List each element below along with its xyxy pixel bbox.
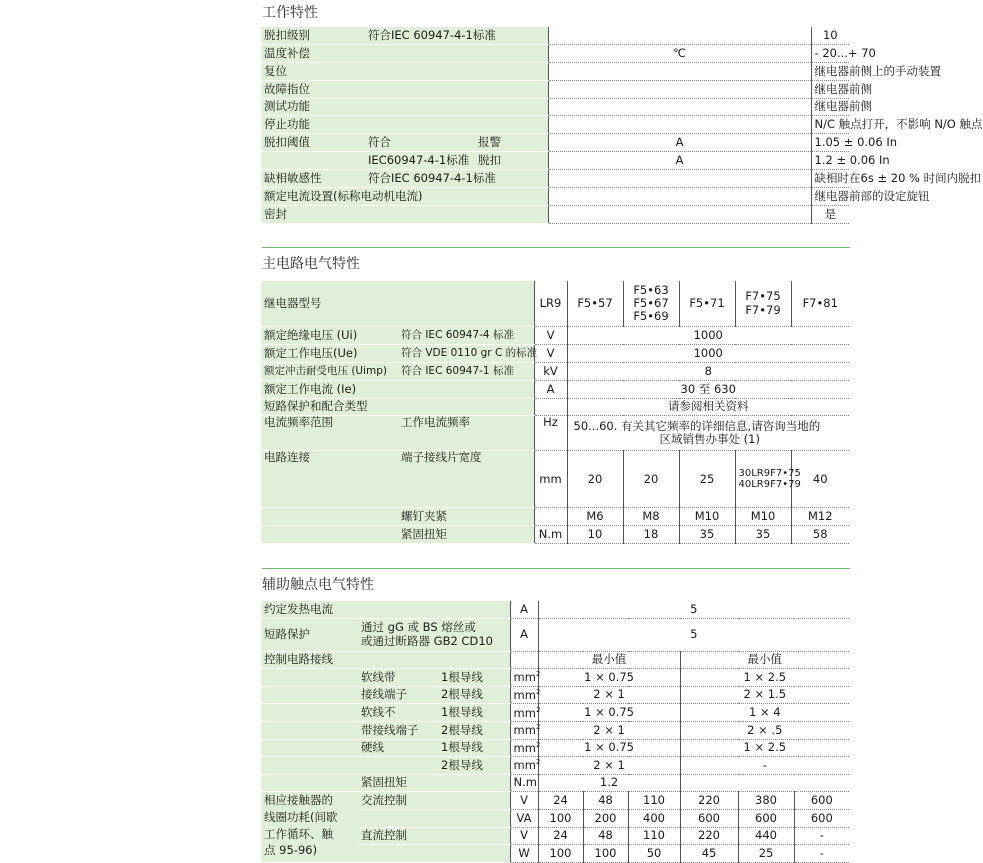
table-row: 接线端子 2根导线 $mm^2$ 2 × 1 2 × 1.5 [261, 686, 849, 704]
section-divider [262, 568, 850, 569]
table-row: 脱扣阈值 符合 报警 A 1.05 ± 0.06 In [261, 134, 849, 152]
table-row: 温度补偿 ℃ - 20...+ 70 [261, 44, 849, 62]
table-row: 密封 是 [261, 205, 849, 223]
table-row: 螺钉夹紧 M6 M8 M10 M10 M12 [261, 508, 849, 526]
table-row: 紧固扭矩 N.m 10 18 35 35 58 [261, 526, 849, 544]
table-row: 电路连接 端子接线片宽度 mm 20 20 25 30LR9F7•75 40LR9F7•79 40 [261, 451, 849, 508]
section-title-aux-contacts: 辅助触点电气特性 [262, 577, 374, 593]
table-row: IEC60947-4-1标准 脱扣 A 1.2 ± 0.06 In [261, 152, 849, 170]
table-row: 额定绝缘电压 (Ui) 符合 IEC 60947-4 标准 V 1000 [261, 327, 849, 345]
table-row: 故障指位 继电器前侧 [261, 80, 849, 98]
table-row: 测试功能 继电器前侧 [261, 98, 849, 116]
table-row: W 100 100 50 45 25 - [261, 845, 849, 863]
table-row: 停止功能 N/C 触点打开，不影响 N/O 触点 [261, 116, 849, 134]
table-row: 约定发热电流 A 5 [261, 601, 849, 618]
section-divider [262, 247, 850, 248]
table-row: 直流控制 V 24 48 110 220 440 - [261, 827, 849, 845]
table-row: 软线带 1根导线 $mm^2$ 1 × 0.75 1 × 2.5 [261, 669, 849, 687]
table-row: 短路保护和配合类型 请参阅相关资料 [261, 398, 849, 416]
table-row: 额定冲击耐受电压 (Uimp) 符合 IEC 60947-1 标准 kV 8 [261, 362, 849, 380]
table-row: 紧固扭矩 N.m 1.2 [261, 774, 849, 792]
table-row: 脱扣级别 符合IEC 60947-4-1标准 10 [261, 27, 849, 44]
section-title-operating: 工作特性 [262, 5, 318, 21]
section-title-main-circuit: 主电路电气特性 [262, 256, 360, 272]
table-row: 额定工作电流 (Ie) A 30 至 630 [261, 380, 849, 398]
table-row: 控制电路接线 最小值 最小值 [261, 651, 849, 669]
table-row: 软线不 1根导线 $mm^2$ 1 × 0.75 1 × 4 [261, 704, 849, 722]
table-row: 缺相敏感性 符合IEC 60947-4-1标准 缺相时在6s ± 20 % 时间内脱扣 [261, 170, 849, 188]
table-row: 复位 继电器前侧上的手动装置 [261, 62, 849, 80]
operating-characteristics-table [261, 27, 983, 224]
table-row: 额定工作电压(Ue) 符合 VDE 0110 gr C 的标准 V 1000 [261, 344, 849, 362]
table-row: 电流频率范围 工作电流频率 Hz 50...60. 有关其它频率的详细信息,请咨询当地的 区域销售办事处 (1) [261, 416, 849, 451]
aux-contacts-table [261, 601, 849, 863]
table-header-row: 继电器型号 LR9 F5•57 F5•63 F5•67 F5•69 F5•71 F7•75 F7•79 F7•81 [261, 281, 849, 327]
table-row: VA 100 200 400 600 600 600 [261, 809, 849, 827]
table-row: 额定电流设置(标称电动机电流) 继电器前部的设定旋钮 [261, 188, 849, 206]
table-row: 2根导线 $mm^2$ 2 × 1 - [261, 757, 849, 775]
main-circuit-table [261, 281, 849, 544]
table-row: 带接线端子 2根导线 $mm^2$ 2 × 1 2 × .5 [261, 721, 849, 739]
table-row: 硬线 1根导线 $mm^2$ 1 × 0.75 1 × 2.5 [261, 739, 849, 757]
table-row: 相应接触器的 线圈功耗(间歇 工作循环、触 点 95-96) 交流控制 V 24 48 110 220 380 600 [261, 792, 849, 810]
table-row: 短路保护 通过 gG 或 BS 熔丝或 或通过断路器 GB2 CD10 A 5 [261, 618, 849, 651]
